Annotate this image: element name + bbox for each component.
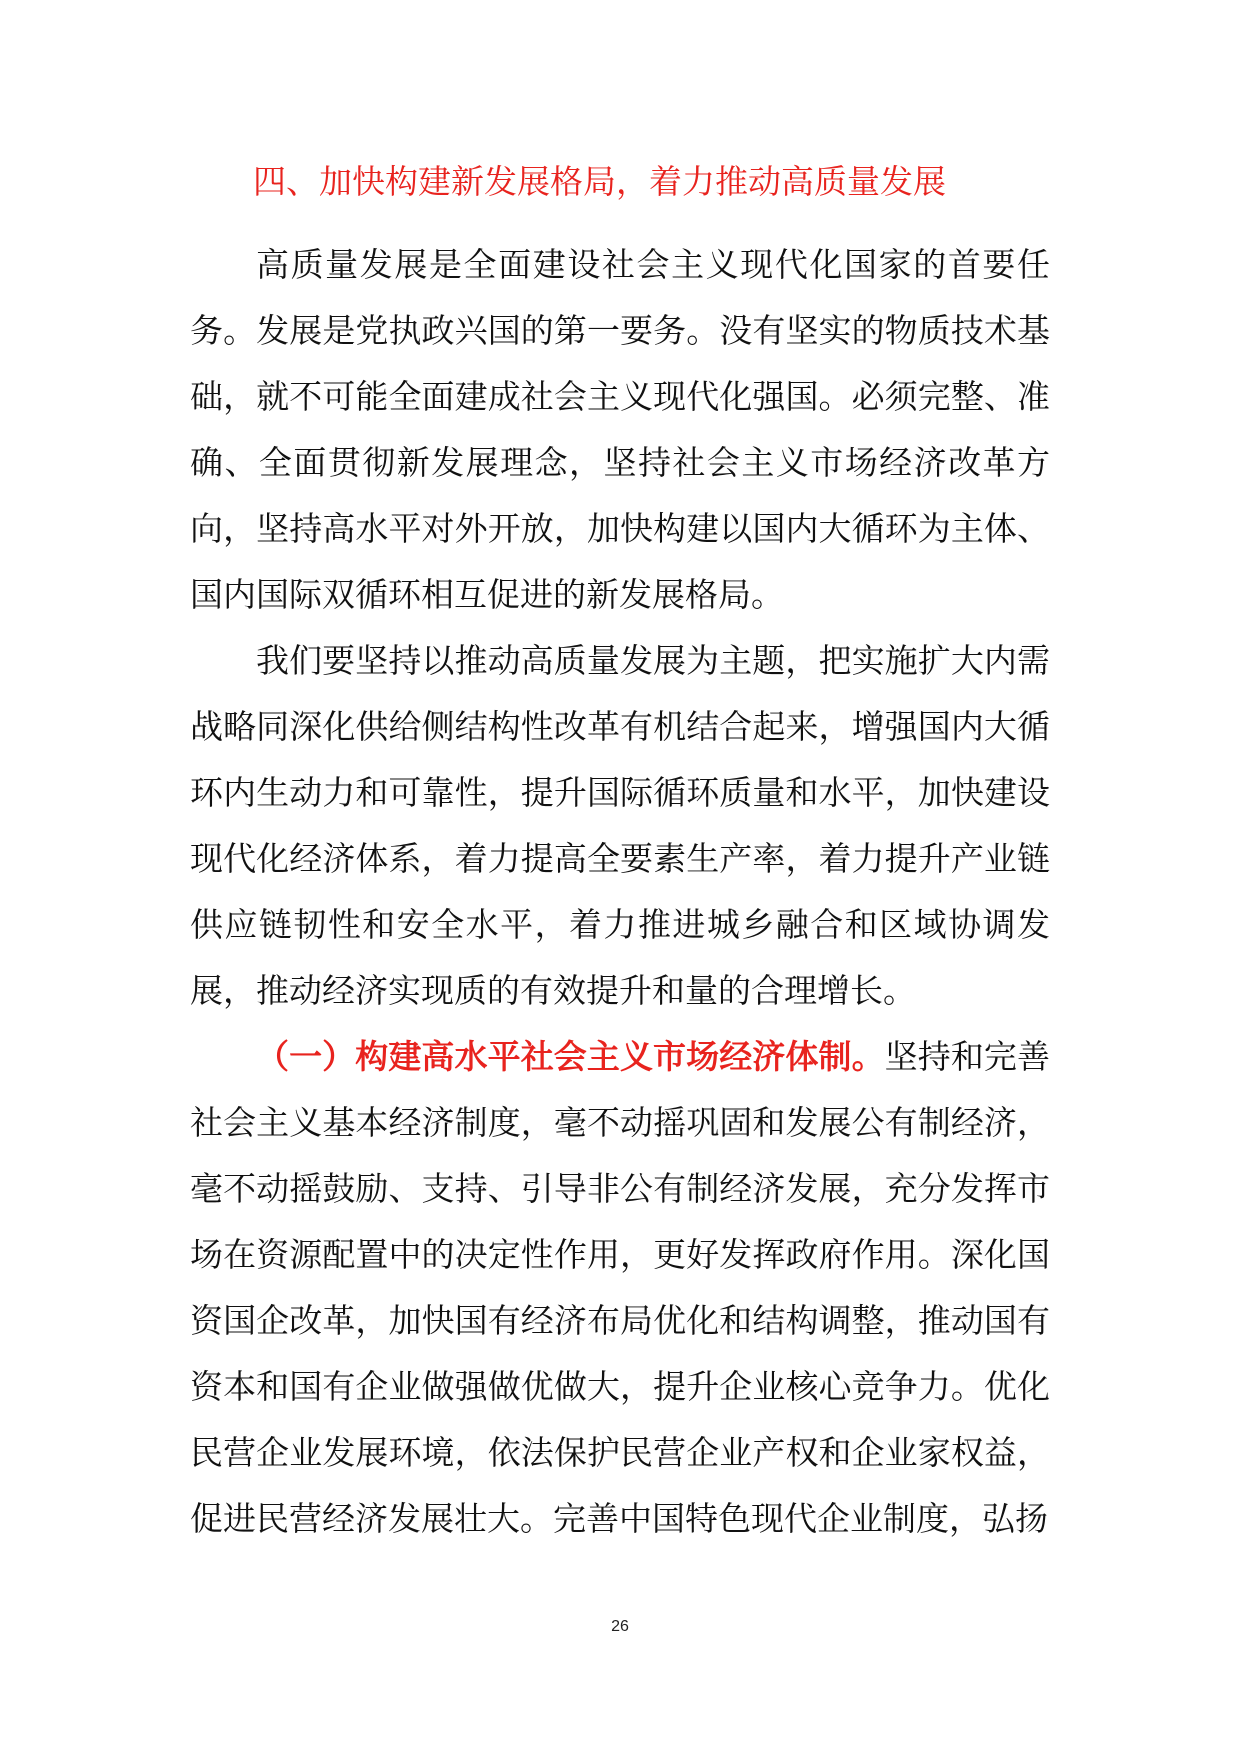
subsection-lead-heading: （一）构建高水平社会主义市场经济体制。 xyxy=(256,1037,885,1076)
paragraph-high-quality-development: 高质量发展是全面建设社会主义现代化国家的首要任务。发展是党执政兴国的第一要务。没有坚实的物质技术基础，就不可能全面建成社会主义现代化强国。必须完整、准确、全面贯彻新发展理念，坚持社会主义市场经济改革方向，坚持高水平对外开放，加快构建以国内大循环为主体、国内国际双循环相互促进的新发展格局。 xyxy=(190,245,1050,614)
paragraph-market-economy xyxy=(190,1024,1050,1552)
subsection-body-text: 坚持和完善社会主义基本经济制度，毫不动摇巩固和发展公有制经济，毫不动摇鼓励、支持、引导非公有制经济发展，充分发挥市场在资源配置中的决定性作用，更好发挥政府作用。深化国资国企改革，加快国有经济布局优化和结构调整，推动国有资本和国有企业做强做优做大，提升企业核心竞争力。优化民营企业发展环境，依法保护民营企业产权和企业家权益，促进民营经济发展壮大。完善中国特色现代企业制度，弘扬 xyxy=(190,1037,1051,1538)
paragraph-promote-development: 我们要坚持以推动高质量发展为主题，把实施扩大内需战略同深化供给侧结构性改革有机结合起来，增强国内大循环内生动力和可靠性，提升国际循环质量和水平，加快建设现代化经济体系，着力提高全要素生产率，着力提升产业链供应链韧性和安全水平，着力推进城乡融合和区域协调发展，推动经济实现质的有效提升和量的合理增长。 xyxy=(190,641,1050,1010)
page-number: 26 xyxy=(611,1618,629,1635)
section-heading: 四、加快构建新发展格局，着力推动高质量发展 xyxy=(253,162,946,201)
page-content xyxy=(190,160,1050,1552)
